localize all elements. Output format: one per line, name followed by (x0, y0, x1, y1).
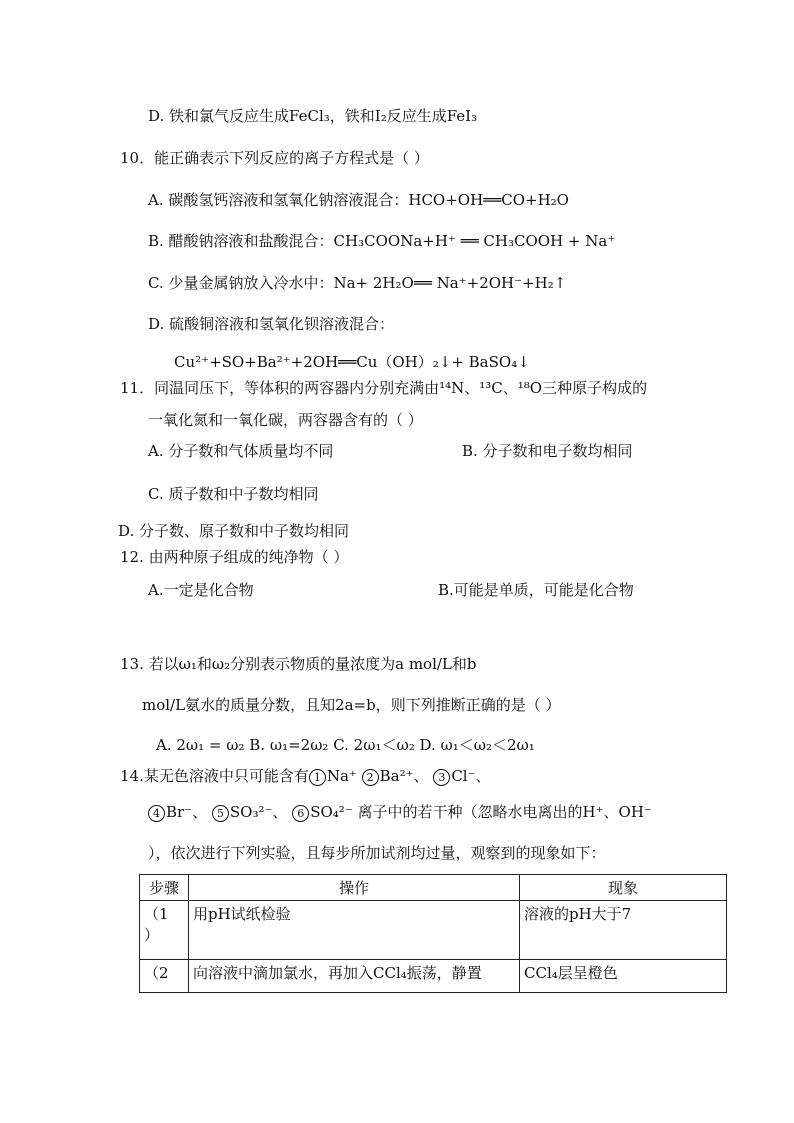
ion-cl: Cl⁻、 (451, 767, 491, 785)
ion-br: Br⁻、 (166, 803, 208, 821)
q13-stem-line2: mol/L氨水的质量分数，且知2a=b，则下列推断正确的是（ ） (142, 696, 561, 714)
circled-number-1: 1 (309, 769, 326, 786)
row2-phenomenon: CCl₄层呈橙色 (520, 960, 727, 993)
header-operation: 操作 (189, 875, 520, 901)
q14-stem-prefix: 14.某无色溶液中只可能含有 (120, 767, 309, 785)
q9-option-d: D. 铁和氯气反应生成FeCl₃，铁和I₂反应生成FeI₃ (148, 107, 478, 125)
circled-number-5: 5 (212, 805, 229, 822)
table-row (140, 901, 727, 960)
header-step: 步骤 (140, 875, 189, 901)
circled-number-4: 4 (148, 805, 165, 822)
q10-option-d: D. 硫酸铜溶液和氢氧化钡溶液混合： (148, 315, 395, 333)
q11-option-a: A. 分子数和气体质量均不同 (148, 442, 334, 460)
row1-operation: 用pH试纸检验 (189, 901, 520, 960)
circled-number-6: 6 (292, 805, 309, 822)
q12-option-b: B.可能是单质，可能是化合物 (438, 581, 634, 599)
q11-stem-line1: 11．同温同压下，等体积的两容器内分别充满由¹⁴N、¹³C、¹⁸O三种原子构成的 (120, 379, 648, 397)
q11-stem-line2: 一氧化氮和一氧化碳，两容器含有的（ ） (148, 411, 423, 429)
q14-stem-line2 (148, 802, 652, 822)
ion-so4: SO₄²⁻ (310, 803, 353, 821)
header-phenomenon: 现象 (520, 875, 727, 901)
ion-so3: SO₃²⁻、 (229, 803, 288, 821)
q11-option-d: D. 分子数、原子数和中子数均相同 (118, 522, 350, 540)
circled-number-2: 2 (362, 769, 379, 786)
q10-option-b: B. 醋酸钠溶液和盐酸混合：CH₃COONa+H⁺ ══ CH₃COOH + Na⁺ (148, 232, 616, 250)
table-header-row (140, 875, 727, 901)
q12-option-a: A.一定是化合物 (148, 581, 254, 599)
ion-na: Na⁺ (326, 767, 357, 785)
row1-phenomenon: 溶液的pH大于7 (520, 901, 727, 960)
row2-step: （2 (140, 960, 189, 993)
q12-stem: 12. 由两种原子组成的纯净物（ ） (120, 548, 349, 566)
q14-stem-line1 (120, 766, 491, 786)
circled-number-3: 3 (433, 769, 450, 786)
q13-stem-line1: 13. 若以ω₁和ω₂分别表示物质的量浓度为a mol/L和b (120, 655, 477, 673)
q14-stem-line3: ），依次进行下列实验，且每步所加试剂均过量，观察到的现象如下： (148, 844, 606, 862)
q10-option-a: A. 碳酸氢钙溶液和氢氧化钠溶液混合：HCO+OH══CO+H₂O (148, 191, 569, 209)
ion-ba: Ba²⁺、 (379, 767, 429, 785)
row2-operation: 向溶液中滴加氯水，再加入CCl₄振荡，静置 (189, 960, 520, 993)
q10-option-d-equation: Cu²⁺+SO+Ba²⁺+2OH══Cu（OH）₂↓+ BaSO₄↓ (174, 353, 530, 371)
q13-options: A. 2ω₁ = ω₂ B. ω₁=2ω₂ C. 2ω₁＜ω₂ D. ω₁＜ω₂＜2ω₁ (156, 736, 535, 754)
q10-option-c: C. 少量金属钠放入冷水中：Na+ 2H₂O══ Na⁺+2OH⁻+H₂↑ (148, 274, 567, 292)
experiment-table (139, 874, 727, 993)
q10-stem: 10．能正确表示下列反应的离子方程式是（ ） (120, 149, 429, 167)
q14-stem-line2-tail: 离子中的若干种（忽略水电离出的H⁺、OH⁻ (352, 803, 652, 821)
q11-option-c: C. 质子数和中子数均相同 (148, 485, 319, 503)
table-row (140, 960, 727, 993)
q11-option-b: B. 分子数和电子数均相同 (462, 442, 633, 460)
row1-step: （1 ） (140, 901, 189, 960)
